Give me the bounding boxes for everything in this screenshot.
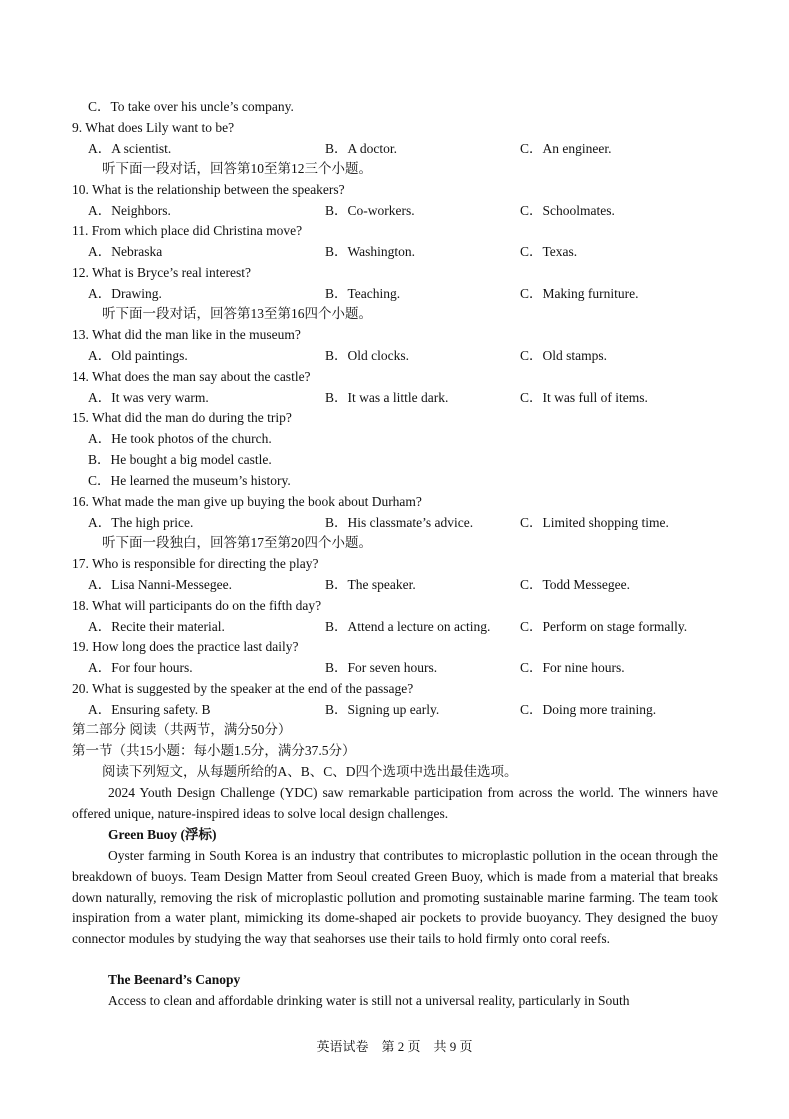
q18-option-a: A．Recite their material.	[88, 619, 225, 634]
q20-option-b: B．Signing up early.	[325, 702, 440, 717]
q14-question: 14. What does the man say about the castle?	[72, 369, 311, 384]
q17-option-b: B．The speaker.	[325, 577, 416, 592]
section-one-heading: 第一节（共15小题：每小题1.5分，满分37.5分）	[72, 743, 356, 758]
q14-option-c: C．It was full of items.	[520, 390, 648, 405]
q15-option-c: C．He learned the museum’s history.	[88, 473, 291, 488]
green-buoy-paragraph: Oyster farming in South Korea is an industry that contributes to microplastic pollution in the ocean through the breakdown of buoys. Team Design Matter from Seoul created Green Buoy, which is made from a material that breaks down naturally, removing the risk of microplastic pollution and promoting sustainable marine farming. The team took inspiration from a water plant, mimicking its dome-shaped air pockets to provide buoyancy. They designed the buoy connector modules by studying the way that seahorses use their tails to hold firmly onto coral reefs.	[72, 848, 718, 947]
q10-question: 10. What is the relationship between the speakers?	[72, 182, 345, 197]
q10-option-c: C．Schoolmates.	[520, 203, 615, 218]
passage-intro: 2024 Youth Design Challenge (YDC) saw remarkable participation from across the world. The winners have offered unique, nature-inspired ideas to solve local design challenges.	[72, 785, 718, 821]
part-two-heading: 第二部分 阅读（共两节，满分50分）	[72, 722, 292, 737]
intro-10-12: 听下面一段对话，回答第10至第12三个小题。	[102, 161, 372, 176]
q10-option-a: A．Neighbors.	[88, 203, 171, 218]
intro-13-16: 听下面一段对话，回答第13至第16四个小题。	[102, 306, 372, 321]
canopy-paragraph: Access to clean and affordable drinking water is still not a universal reality, particularly in South	[108, 993, 630, 1008]
q13-option-c: C．Old stamps.	[520, 348, 608, 363]
q12-option-b: B．Teaching.	[325, 286, 401, 301]
q18-question: 18. What will participants do on the fifth day?	[72, 598, 322, 613]
q20-option-a: A．Ensuring safety. B	[88, 702, 211, 717]
q9-question: 9. What does Lily want to be?	[72, 120, 235, 135]
q15-question: 15. What did the man do during the trip?	[72, 410, 292, 425]
green-buoy-title: Green Buoy (浮标)	[108, 827, 217, 842]
q18-option-c: C．Perform on stage formally.	[520, 619, 688, 634]
q16-option-c: C．Limited shopping time.	[520, 515, 669, 530]
q16-question: 16. What made the man give up buying the book about Durham?	[72, 494, 422, 509]
q20-option-c: C．Doing more training.	[520, 702, 657, 717]
q12-question: 12. What is Bryce’s real interest?	[72, 265, 251, 280]
q8-option-c: C．To take over his uncle’s company.	[88, 99, 294, 114]
q13-question: 13. What did the man like in the museum?	[72, 327, 301, 342]
q19-question: 19. How long does the practice last daily?	[72, 639, 299, 654]
q11-option-a: A．Nebraska	[88, 244, 163, 259]
q17-option-a: A．Lisa Nanni-Messegee.	[88, 577, 232, 592]
intro-17-20: 听下面一段独白，回答第17至第20四个小题。	[102, 535, 372, 550]
q19-option-a: A．For four hours.	[88, 660, 193, 675]
q12-option-c: C．Making furniture.	[520, 286, 639, 301]
q11-option-c: C．Texas.	[520, 244, 578, 259]
q10-option-b: B．Co-workers.	[325, 203, 415, 218]
q16-option-a: A．The high price.	[88, 515, 194, 530]
q13-option-b: B．Old clocks.	[325, 348, 409, 363]
canopy-title: The Beenard’s Canopy	[108, 972, 241, 987]
q11-option-b: B．Washington.	[325, 244, 416, 259]
q15-option-a: A．He took photos of the church.	[88, 431, 272, 446]
q19-option-b: B．For seven hours.	[325, 660, 438, 675]
q14-option-b: B．It was a little dark.	[325, 390, 449, 405]
q15-option-b: B．He bought a big model castle.	[88, 452, 272, 467]
q17-question: 17. Who is responsible for directing the play?	[72, 556, 319, 571]
q13-option-a: A．Old paintings.	[88, 348, 188, 363]
q9-option-c: C．An engineer.	[520, 141, 612, 156]
q11-question: 11. From which place did Christina move?	[72, 223, 303, 238]
q9-option-b: B．A doctor.	[325, 141, 398, 156]
q16-option-b: B．His classmate’s advice.	[325, 515, 474, 530]
reading-instruction: 阅读下列短文，从每题所给的A、B、C、D四个选项中选出最佳选项。	[102, 764, 518, 779]
q18-option-b: B．Attend a lecture on acting.	[325, 619, 491, 634]
q9-option-a: A．A scientist.	[88, 141, 172, 156]
q12-option-a: A．Drawing.	[88, 286, 162, 301]
q14-option-a: A．It was very warm.	[88, 390, 209, 405]
q19-option-c: C．For nine hours.	[520, 660, 625, 675]
q20-question: 20. What is suggested by the speaker at the end of the passage?	[72, 681, 414, 696]
q17-option-c: C．Todd Messegee.	[520, 577, 631, 592]
page-footer: 英语试卷 第 2 页 共 9 页	[316, 1039, 473, 1054]
